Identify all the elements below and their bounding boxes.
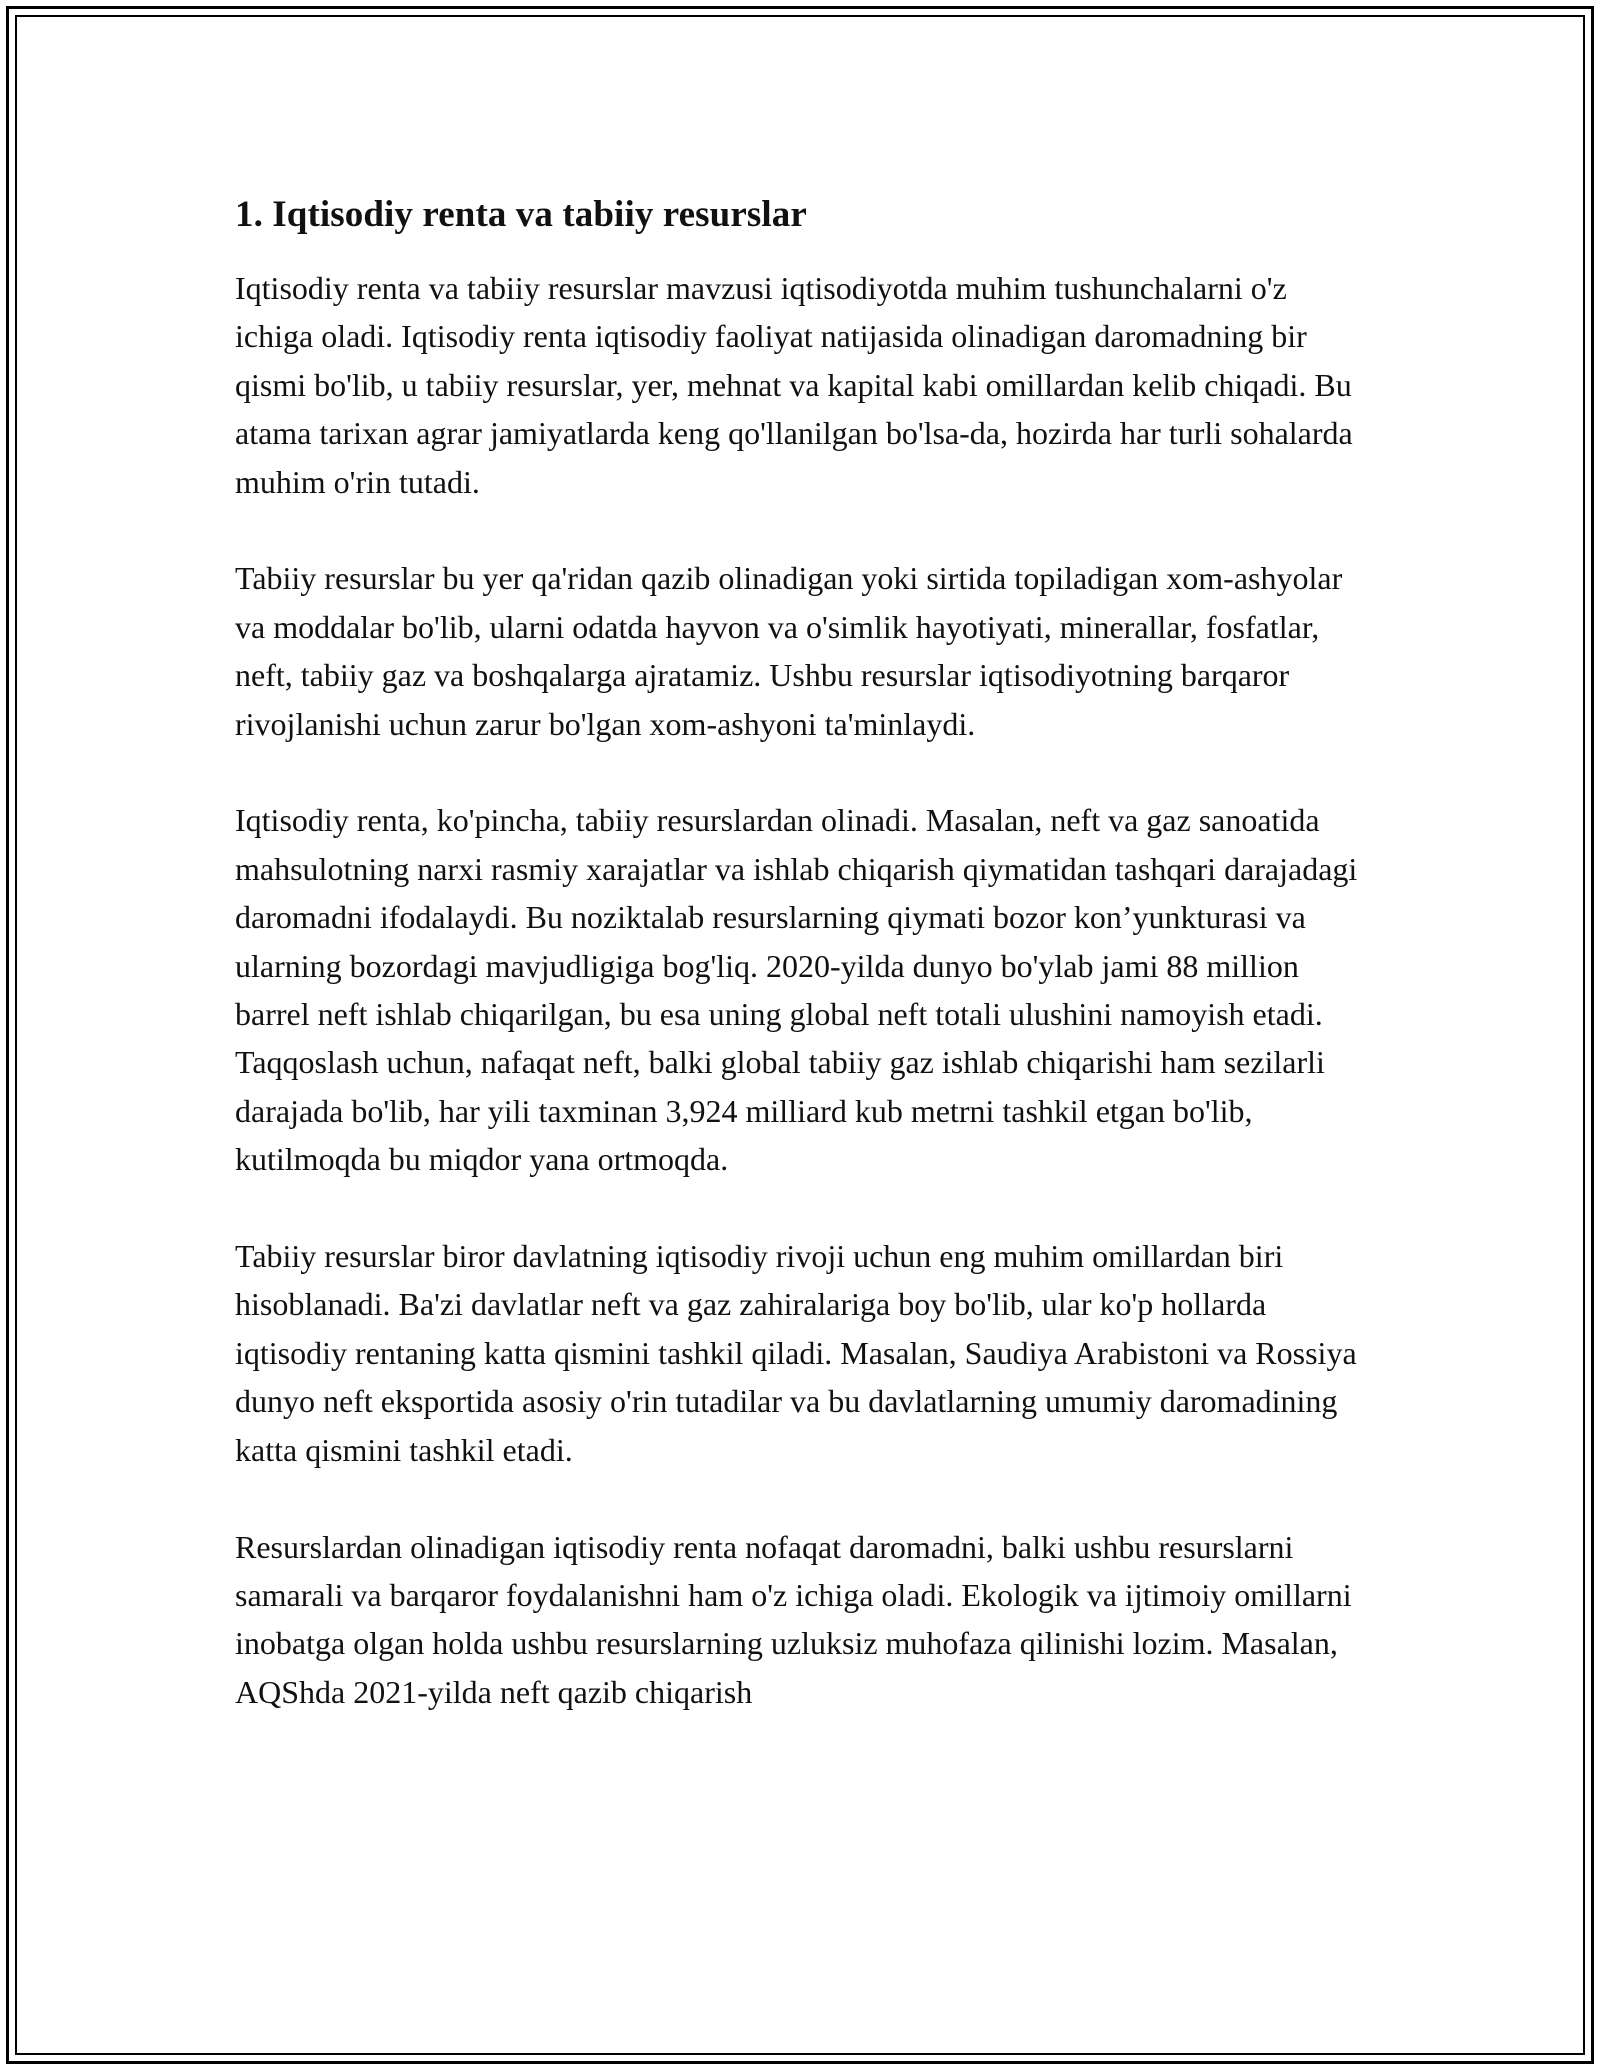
- paragraph-4: Tabiiy resurslar biror davlatning iqtisodiy rivoji uchun eng muhim omillardan biri hisoblanadi. Ba'zi davlatlar neft va gaz zahiralariga boy bo'lib, ular ko'p hollarda iqtisodiy rentaning katta qismini tashkil qiladi. Masalan, Saudiya Arabistoni va Rossiya dunyo neft eksportida asosiy o'rin tutadilar va bu davlatlarning umumiy daromadining katta qismini tashkil etadi.: [235, 1238, 1357, 1468]
- paragraph-5: Resurslardan olinadigan iqtisodiy renta nofaqat daromadni, balki ushbu resurslarni samarali va barqaror foydalanishni ham o'z ichiga oladi. Ekologik va ijtimoiy omillarni inobatga olgan holda ushbu resurslarning uzluksiz muhofaza qilinishi lozim. Masalan, AQShda 2021-yilda neft qazib chiqarish: [235, 1528, 1352, 1710]
- section-heading: 1. Iqtisodiy renta va tabiiy resurslar: [235, 194, 807, 235]
- paragraph-3: Iqtisodiy renta, ko'pincha, tabiiy resurslardan olinadi. Masalan, neft va gaz sanoatida mahsulotning narxi rasmiy xarajatlar va ishlab chiqarish qiymatidan tashqari darajadagi daromadni ifodalaydi. Bu noziktalab resurslarning qiymati bozor kon’yunkturasi va ularning bozordagi mavjudligiga bog'liq. 2020-yilda dunyo bo'ylab jami 88 million barrel neft ishlab chiqarilgan, bu esa uning global neft totali ulushini namoyish etadi. Taqqoslash uchun, nafaqat neft, balki global tabiiy gaz ishlab chiqarishi ham sezilarli darajada bo'lib, har yili taxminan 3,924 milliard kub metrni tashkil etgan bo'lib, kutilmoqda bu miqdor yana ortmoqda.: [235, 802, 1358, 1178]
- paragraph-2: Tabiiy resurslar bu yer qa'ridan qazib olinadigan yoki sirtida topiladigan xom-ashyolar va moddalar bo'lib, ularni odatda hayvon va o'simlik hayotiyati, minerallar, fosfatlar, neft, tabiiy gaz va boshqalarga ajratamiz. Ushbu resurslar iqtisodiyotning barqaror rivojlanishi uchun zarur bo'lgan xom-ashyoni ta'minlaydi.: [235, 560, 1343, 742]
- document-body: [235, 186, 1385, 1765]
- paragraph-1: Iqtisodiy renta va tabiiy resurslar mavzusi iqtisodiyotda muhim tushunchalarni o'z ichiga oladi. Iqtisodiy renta iqtisodiy faoliyat natijasida olinadigan daromadning bir qismi bo'lib, u tabiiy resurslar, yer, mehnat va kapital kabi omillardan kelib chiqadi. Bu atama tarixan agrar jamiyatlarda keng qo'llanilgan bo'lsa-da, hozirda har turli sohalarda muhim o'rin tutadi.: [235, 270, 1353, 500]
